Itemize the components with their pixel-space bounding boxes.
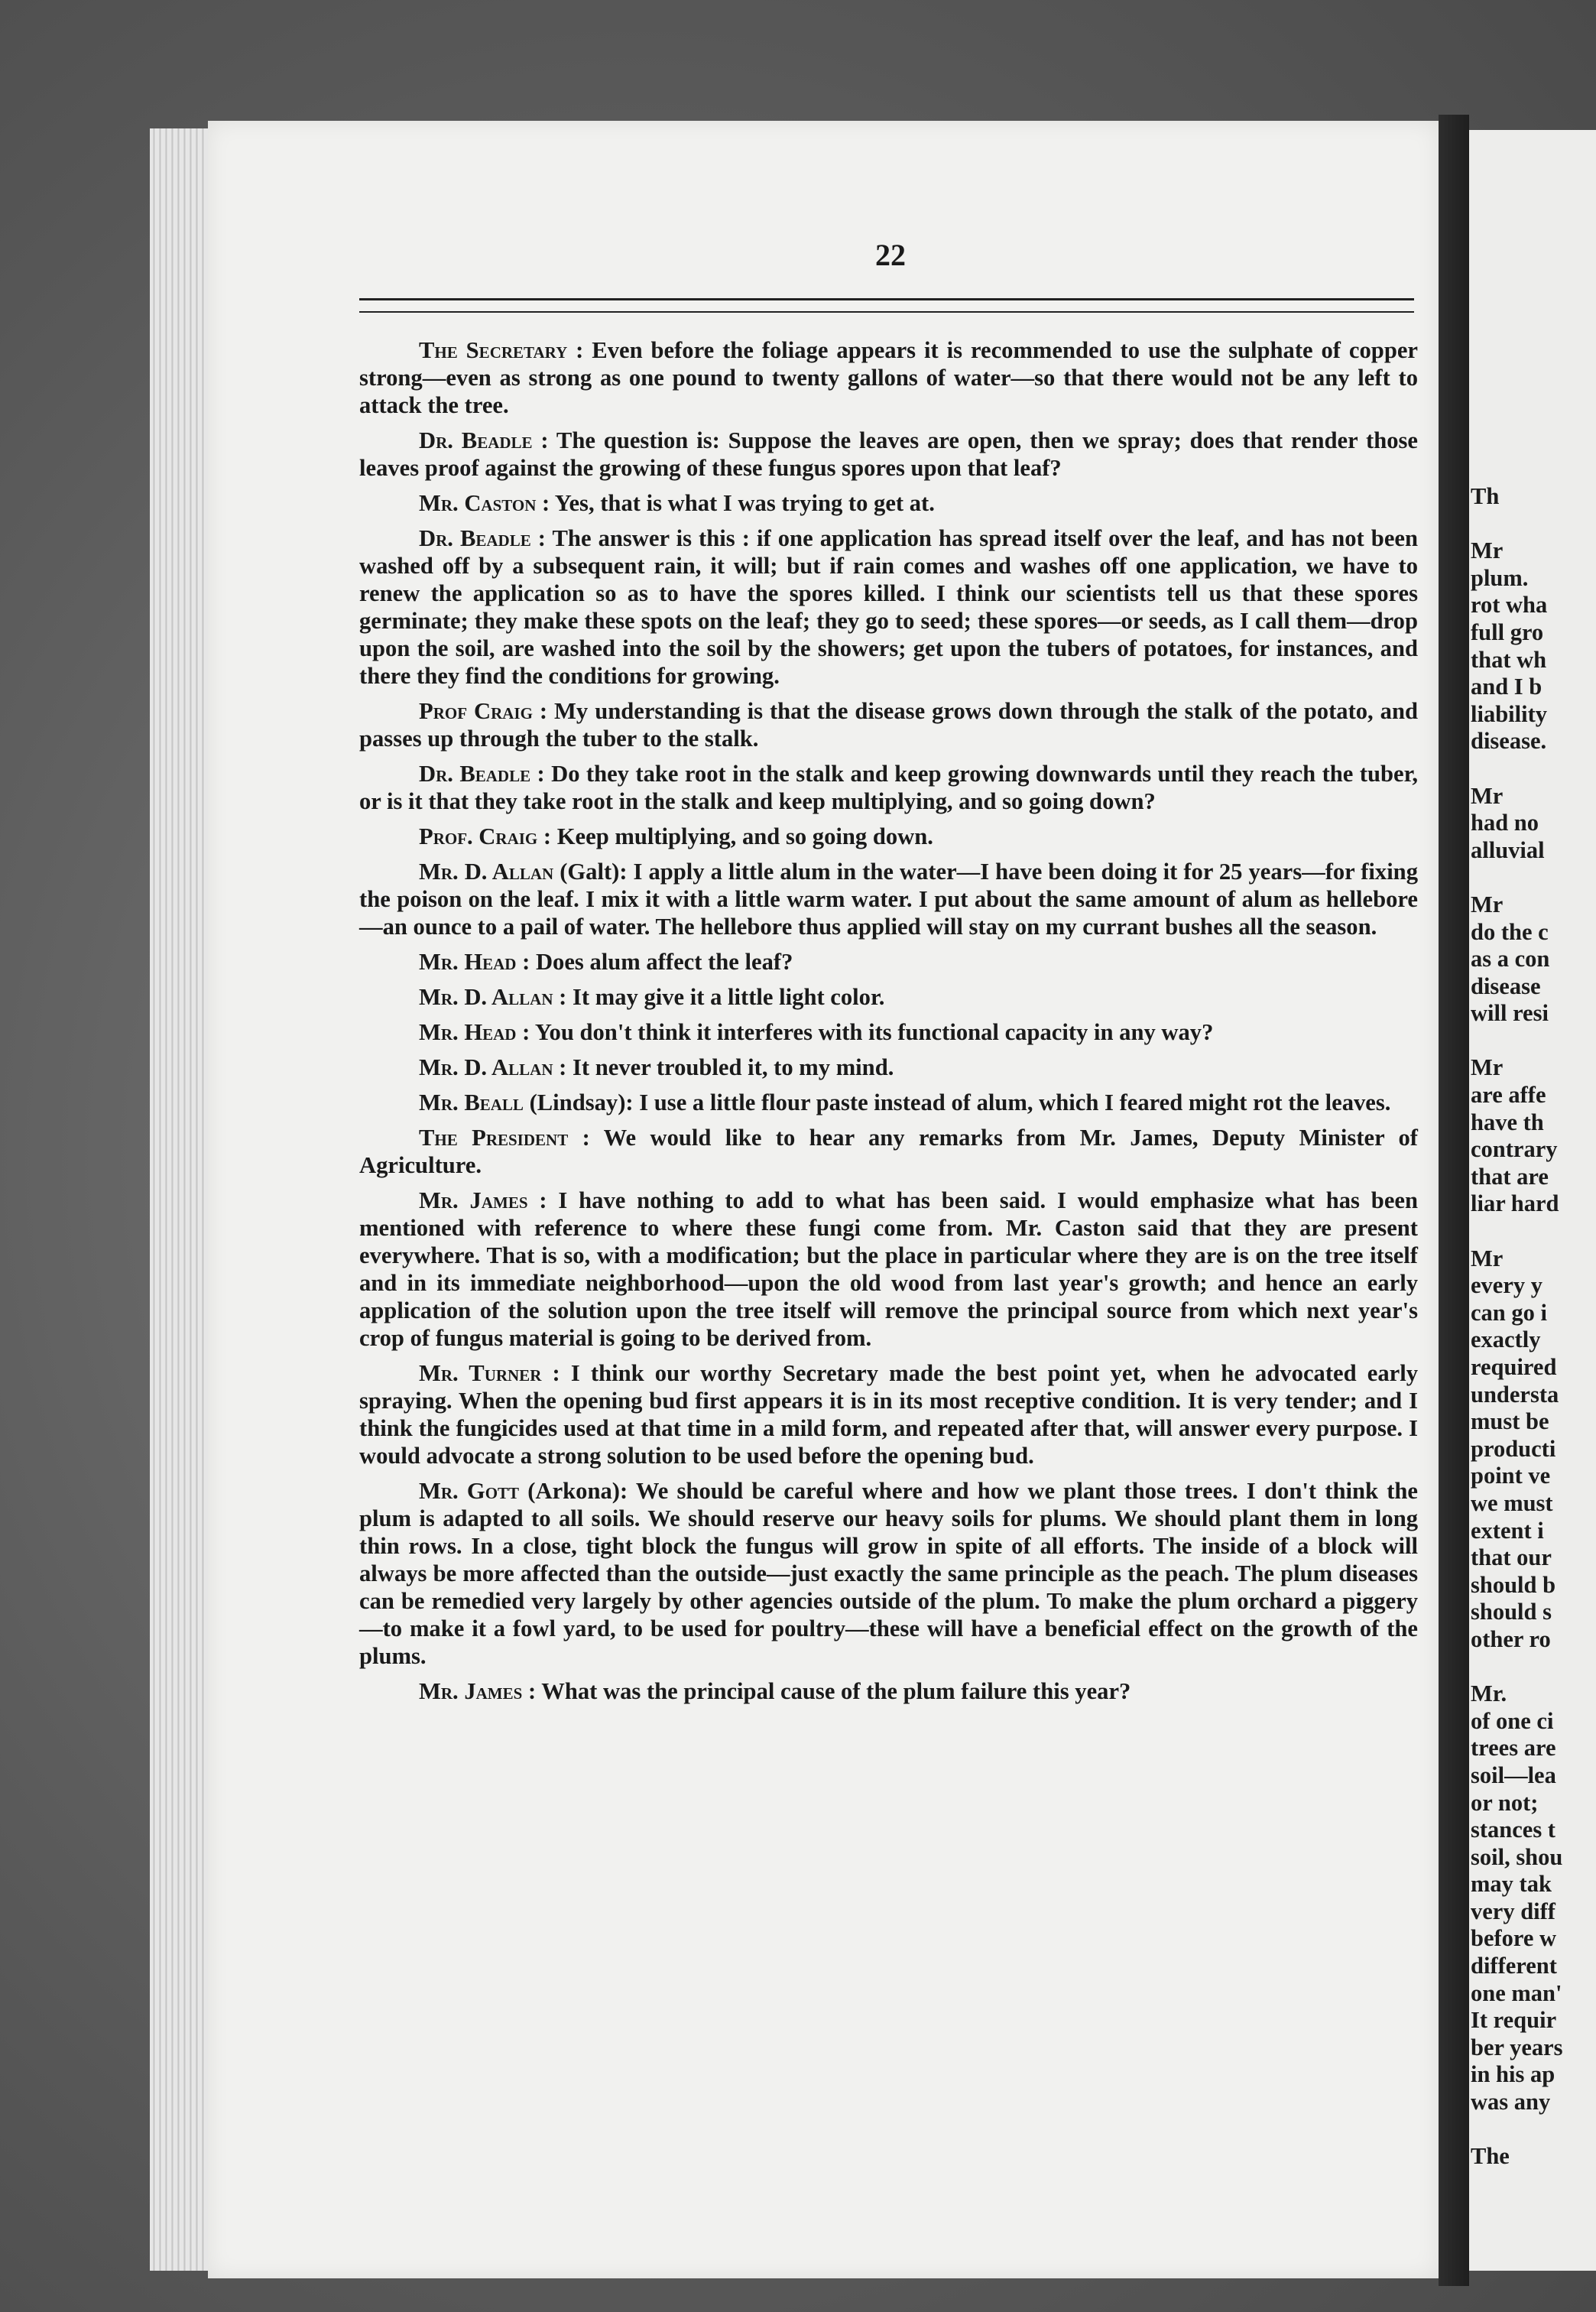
paragraph-text: Yes, that is what I was trying to get at. [550, 490, 935, 516]
paragraph [359, 489, 1418, 517]
speaker-name: Dr. Beadle : [419, 427, 549, 453]
speaker-name: Dr. Beadle : [419, 525, 546, 551]
page-number: 22 [875, 238, 906, 272]
paragraph-text: You don't think it interferes with its functional capacity in any way? [530, 1019, 1214, 1045]
facing-page [1469, 130, 1596, 2271]
gutter-shadow [1439, 115, 1469, 2286]
speaker-name: Mr. Gott [419, 1478, 520, 1504]
paragraph [359, 983, 1418, 1011]
header-rule [359, 298, 1414, 313]
paragraph-text: I have nothing to add to what has been said. I would emphasize what has been mentioned with reference to where these fungi come from. Mr. Caston said that they are present everywhere. That is so, with a modification; but the place in particular where they are is on the tree itself and in its immediate neighborhood—upon the old wood from last year's growth; and hence an early application of the solution upon the tree itself will remove the principal source from which next year's crop of fungus material is going to be derived from. [359, 1187, 1418, 1351]
speaker-name: Mr. D. Allan : [419, 1054, 567, 1080]
paragraph-text: Keep multiplying, and so going down. [551, 823, 933, 849]
paragraph-text: I think our worthy Secretary made the best point yet, when he advocated early spraying. When the opening bud first appears it is in its most receptive condition. It is very tender; and I think the fungicides used at that time in a mild form, and repeated after that, will answer every purpose. I would advocate a strong solution to be used before the opening bud. [359, 1360, 1419, 1469]
paragraph-text: My understanding is that the disease grows down through the stalk of the potato, and passes up through the tuber to the stalk. [359, 698, 1418, 752]
paragraph-text: The answer is this : if one application has spread itself over the leaf, and has not been washed off by a subsequent rain, it will; but if rain comes and washes off one application, we have to renew the application so as to have the spores killed. I think our scientists tell us that these spores germinate; they make these spots on the leaf; they go to seed; these spores—or seeds, as I call them—drop upon the soil, are washed into the soil by the showers; get upon the tubers of potatoes, for instances, and there they find the conditions for growing. [359, 525, 1418, 689]
speaker-name: Mr. Turner : [419, 1360, 560, 1386]
paragraph [359, 1187, 1418, 1352]
paragraph [359, 823, 1418, 850]
speaker-name: Mr. Caston : [419, 490, 550, 516]
paragraph [359, 948, 1418, 976]
paragraph-text: (Lindsay): I use a little flour paste instead of alum, which I feared might rot the leaves. [523, 1089, 1391, 1115]
paragraph [359, 336, 1418, 419]
paragraph [359, 1477, 1418, 1670]
paragraph-text: Do they take root in the stalk and keep growing downwards until they reach the tuber, or is it that they take root in the stalk and keep multiplying, and so going down? [359, 761, 1418, 814]
paragraph [359, 1124, 1418, 1179]
paragraph [359, 1359, 1418, 1469]
paragraph [359, 1677, 1418, 1705]
paragraph-text: We would like to hear any remarks from Mr. James, Deputy Minister of Agriculture. [359, 1125, 1418, 1178]
paragraph [359, 1054, 1418, 1081]
speaker-name: Mr. D. Allan : [419, 984, 567, 1010]
paragraph-text: It never troubled it, to my mind. [566, 1054, 894, 1080]
paragraph-text: (Galt): I apply a little alum in the water—I have been doing it for 25 years—for fixing the poison on the leaf. I mix it with a little warm water. I put about the same amount of alum as hellebore—an ounce to a pail of water. The hellebore thus applied will stay on my currant bushes all the season. [359, 859, 1418, 940]
speaker-name: Mr. Head : [419, 1019, 530, 1045]
paragraph [359, 697, 1418, 752]
paragraph-text: (Arkona): We should be careful where and how we plant those trees. I don't think the plum is adapted to all soils. We should reserve our heavy soils for plums. We should plant them in long thin rows. In a close, tight block the fungus will grow in spite of all efforts. The inside of a block will always be more affected than the outside—just exactly the same principle as the peach. The plum diseases can be remedied very largely by other agencies outside of the plum. To make the plum orchard a piggery—to make it a fowl yard, to be used for poultry—these will have a beneficial effect on the growth of the plums. [359, 1478, 1419, 1669]
paragraph [359, 858, 1418, 940]
paragraph [359, 760, 1418, 815]
speaker-name: Prof Craig : [419, 698, 548, 724]
speaker-name: Mr. James : [419, 1678, 537, 1704]
speaker-name: The Secretary : [419, 337, 584, 363]
speaker-name: Dr. Beadle : [419, 761, 545, 787]
paragraph-text: Does alum affect the leaf? [530, 949, 793, 975]
speaker-name: Prof. Craig : [419, 823, 552, 849]
paragraph-text: The question is: Suppose the leaves are open, then we spray; does that render those leaves proof against the growing of these fungus spores upon that leaf? [359, 427, 1418, 481]
paragraph [359, 427, 1418, 482]
speaker-name: Mr. James : [419, 1187, 547, 1213]
paragraph [359, 1089, 1418, 1116]
body-text [359, 336, 1418, 1713]
paragraph-text: It may give it a little light color. [566, 984, 885, 1010]
facing-page-text: Th Mr plum. rot wha full gro that wh and I b liability disease. Mr had no alluvial Mr do the c as a con disease will resi Mr are affe have th contrary that are liar hard Mr every y can go i exactly required understa must be producti point ve we must extent i that our should b should s other ro Mr. of one ci trees are soil—lea or not; stances t soil, shou may tak very diff before w different one man' It requir ber years in his ap was any The [1471, 483, 1563, 2170]
speaker-name: Mr. Beall [419, 1089, 524, 1115]
speaker-name: Mr. Head : [419, 949, 530, 975]
speaker-name: The President : [419, 1125, 590, 1151]
paragraph [359, 1018, 1418, 1046]
paragraph [359, 524, 1418, 690]
paragraph-text: What was the principal cause of the plum failure this year? [536, 1678, 1131, 1704]
speaker-name: Mr. D. Allan [419, 859, 554, 885]
paragraph-text: Even before the foliage appears it is recommended to use the sulphate of copper strong—even as strong as one pound to twenty gallons of water—so that there would not be any left to attack the tree. [359, 337, 1418, 418]
